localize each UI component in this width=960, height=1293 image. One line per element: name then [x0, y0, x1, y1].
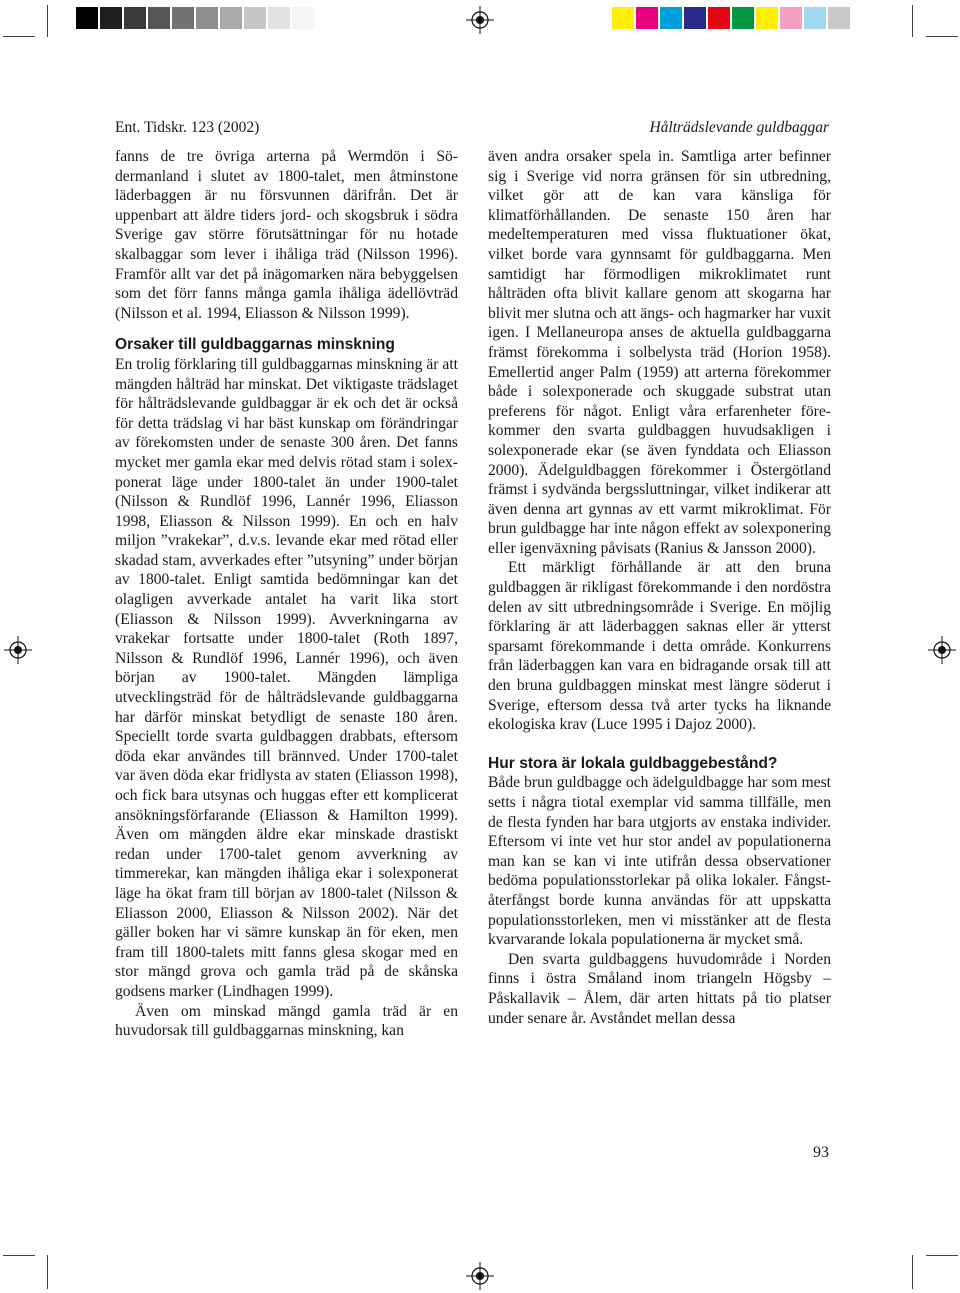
paragraph: Även om minskad mängd gamla träd är en huvudorsak till guldbaggarnas minskning, kan [115, 1002, 458, 1040]
crop-mark [912, 1255, 913, 1289]
color-swatch [708, 7, 730, 29]
color-bar [612, 7, 850, 29]
color-swatch [124, 7, 146, 29]
color-swatch [268, 7, 290, 29]
section-heading: Orsaker till guldbaggarnas minskning [115, 336, 395, 354]
section-heading: Hur stora är lokala guldbaggebestånd? [488, 754, 778, 772]
crop-mark [47, 5, 48, 37]
running-head-journal: Ent. Tidskr. 123 (2002) [115, 119, 260, 136]
left-column [115, 147, 458, 1041]
color-swatch [244, 7, 266, 29]
color-swatch [780, 7, 802, 29]
crop-mark [47, 1255, 48, 1289]
paragraph: Både brun guldbagge och ädelguldbagge har som mest setts i några tiotal exemplar vid samma tillfälle, men de flesta fynden har bara utgjorts av enstaka individer. Eftersom vi inte vet hur stor andel av populationerna man kan se kan vi inte utifrån dessa observationer bedöma populationsstorlekar på olika lokaler. Fångst-återfångst borde kunna användas för att uppskatta populationsstorleken, men vi misstänker att de flesta kvarvarande lokala populationerna är mycket små. [488, 774, 831, 949]
page-number: 93 [813, 1144, 829, 1161]
registration-mark-icon [4, 636, 32, 664]
color-swatch [756, 7, 778, 29]
paragraph: Den svarta guldbaggens huvudområde i Norden finns i östra Småland inom triangeln Högsby – Påskallavik – Ålem, där arten hittats på tio platser under senare år. Avståndet mellan dessa [488, 950, 831, 1027]
right-column [488, 147, 831, 1028]
color-swatch [660, 7, 682, 29]
running-head-title: Hålträdslevande guldbaggar [649, 119, 829, 136]
color-swatch [828, 7, 850, 29]
grayscale-bar [76, 7, 314, 29]
color-swatch [636, 7, 658, 29]
registration-mark-icon [466, 1262, 494, 1290]
color-swatch [684, 7, 706, 29]
crop-mark [3, 1255, 35, 1256]
color-swatch [612, 7, 634, 29]
color-swatch [172, 7, 194, 29]
paragraph: fanns de tre övriga arterna på Wermdön i Södermanland i slutet av 1800-talet, men åtminstone läderbaggen är nu försvunnen därifrån. Det är uppenbart att äldre tiders jord- och skogsbruk i södra Sverige gav större förutsättningar för nu hotade skalbaggar som lever i ihåliga träd (Nilsson 1996). Framför allt var det på inägomarken nära bebyggelsen som det förr fanns många gamla ihåliga ädellövträd (Nilsson et al. 1994, Eliasson & Nilsson 1999). [115, 148, 458, 322]
color-swatch [148, 7, 170, 29]
color-swatch [732, 7, 754, 29]
paragraph: En trolig förklaring till guldbaggarnas minskning är att mängden hålträd har minskat. Det viktigaste trädslaget för hålträdslevande guldbaggar är ek och det är också för detta trädslag vi har bäst kunskap om förändringar av förekomsten under de senaste 300 åren. Det fanns mycket mer gamla ekar med delvis rötad stam i solexponerat läge under 1800-talet än under 1900-talet (Nilsson & Rundlöf 1996, Lannér 1996, Eliasson 1998, Eliasson & Nilsson 1999). En och en halv miljon ”vrakekar”, d.v.s. levande ekar med rötad eller skadad stam, avverkades efter ”utsyning” under början av 1800-talet. Enligt samtida bedömningar kan det olagligen avverkade antalet ha varit lika stort (Eliasson & Nilsson 1999). Avverkningarna av vrakekar fortsatte under 1800-talet (Roth 1897, Nilsson & Rundlöf 1996, Lannér 1996), och även början av 1900-talet. Mängden lämpliga utvecklingsträd för de hålträdslevande guldbaggarna har därför minskat betydligt de senaste 180 åren. Speciellt torde svarta guldbaggen drabbats, eftersom döda ekar användes till brännved. Under 1700-talet var även döda ekar fridlysta av staten (Eliasson 1998), och fick bara utsynas och huggas efter ett komplicerat ansökningsförfarande (Eliasson & Hamilton 1999). Även om mängden äldre ekar minskade drastiskt redan under 1700-talet genom avverkning av timmerekar, kan mängden ihåliga ekar i solexponerat läge ha ökat fram till början av 1800-talet (Nilsson & Eliasson 2000, Eliasson & Nilsson 2002). När det gäller boken har vi sämre kunskap än för eken, men fram till 1800-talets mitt fanns glesa skogar med en stor mängd grova och gamla träd på de skånska godsens marker (Lindhagen 1999). [115, 355, 458, 1000]
paragraph: Ett märkligt förhållande är att den bruna guldbaggen är rikligast förekommande i den nordöstra delen av sitt utbredningsområde i Sverige. En möjlig förklaring är att läderbaggen saknas eller är ytterst sparsamt förekommande i detta område. Konkurrens från läderbaggen kan vara en bidragande orsak till att den bruna guldbaggen minskat mest längre söderut i Sverige, eftersom dessa två arter tycks ha liknande ekologiska krav (Luce 1995 i Dajoz 2000). [488, 559, 831, 734]
registration-mark-icon [928, 636, 956, 664]
color-swatch [804, 7, 826, 29]
crop-mark [926, 1255, 958, 1256]
color-swatch [196, 7, 218, 29]
paragraph: även andra orsaker spela in. Samtliga arter befinner sig i Sverige vid norra gränsen för sin utbredning, vilket gör att de kan vara känsliga för klimatförhållanden. De senaste 150 åren har medeltemperaturen med vissa fluktuationer ökat, vilket borde vara gynnsamt för guldbaggarna. Men samtidigt har förmodligen mikroklimatet runt hålträden ofta blivit kallare genom att skogarna har blivit mer slutna och att ängs- och hagmarker har vuxit igen. I Mellaneuropa anses de aktuella guldbaggarna främst förekomma i solbelysta träd (Horion 1958). Emellertid anger Palm (1959) att arterna förekommer både i solexponerade och skuggade substrat utan preferens för något. Enligt våra erfarenheter förekommer den svarta guldbaggen huvudsakligen i solexponerade ekar (se även fynddata och Eliasson 2000). Ädelguldbaggen förekommer i Östergötland främst i sydvända bergssluttningar, vilket indikerar att även denna art gynnas av ett varmt mikroklimat. För brun guldbagge har inte någon effekt av solexponering eller igenväxning påvisats (Ranius & Jansson 2000). [488, 148, 831, 557]
crop-mark [926, 36, 958, 37]
color-swatch [76, 7, 98, 29]
registration-mark-icon [466, 6, 494, 34]
crop-mark [912, 5, 913, 37]
color-swatch [220, 7, 242, 29]
color-swatch [100, 7, 122, 29]
color-swatch [292, 7, 314, 29]
crop-mark [3, 36, 35, 37]
